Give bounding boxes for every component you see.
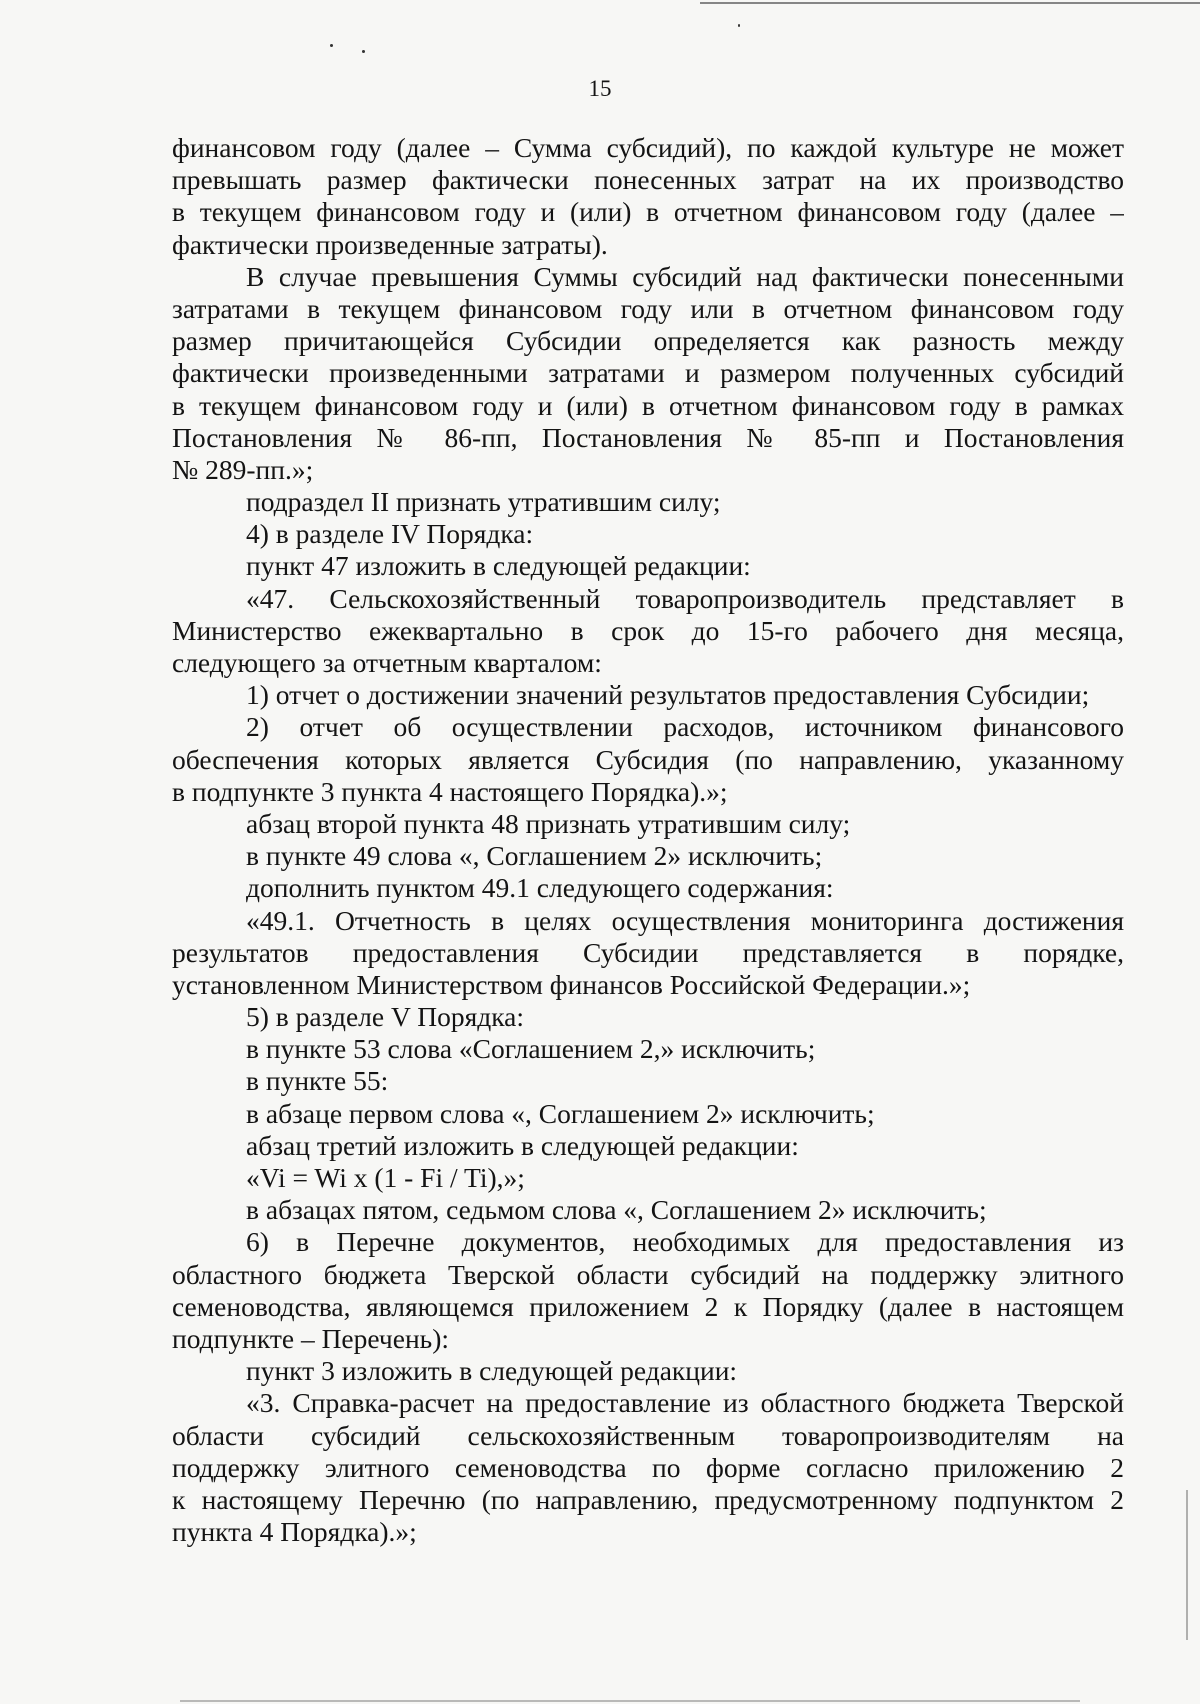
- text-line: установленном Министерством финансов Российской Федерации.»;: [172, 968, 971, 1000]
- text-line: поддержку элитного семеноводства по форме согласно приложению 2: [172, 1451, 1124, 1483]
- text-line: дополнить пунктом 49.1 следующего содержания:: [246, 872, 834, 904]
- text-line: В случае превышения Суммы субсидий над фактически понесенными: [246, 260, 1124, 292]
- text-line: Постановления № 86-пп, Постановления № 85-пп и Постановления: [172, 421, 1124, 453]
- text-line: 1) отчет о достижении значений результатов предоставления Субсидии;: [246, 679, 1090, 711]
- text-line: результатов предоставления Субсидии представляется в порядке,: [172, 936, 1124, 968]
- text-line: следующего за отчетным кварталом:: [172, 647, 602, 678]
- text-line: фактически произведенные затраты).: [172, 228, 608, 260]
- text-line: обеспечения которых является Субсидия (по направлению, указанному: [172, 743, 1124, 775]
- document-body: [172, 132, 1124, 1548]
- scan-speck: [362, 50, 365, 53]
- text-line: семеноводства, являющемся приложением 2 к Порядку (далее в настоящем: [172, 1290, 1124, 1322]
- text-line: в абзаце первом слова «, Соглашением 2» исключить;: [246, 1097, 875, 1129]
- text-line: абзац второй пункта 48 признать утратившим силу;: [246, 807, 851, 839]
- formula-line: «Vi = Wi x (1 - Fi / Ti),»;: [246, 1162, 525, 1193]
- text-line: «47. Сельскохозяйственный товаропроизводитель представляет в: [246, 582, 1124, 614]
- text-line: Министерство ежеквартально в срок до 15-го рабочего дня месяца,: [172, 614, 1124, 646]
- scan-edge-bottom: [180, 1700, 1080, 1702]
- text-line: 2) отчет об осуществлении расходов, источником финансового: [246, 711, 1124, 743]
- scan-edge-right: [1186, 1490, 1188, 1640]
- text-line: пункт 47 изложить в следующей редакции:: [246, 550, 751, 582]
- text-line: в текущем финансовом году и (или) в отчетном финансовом году (далее –: [172, 196, 1124, 228]
- text-line: области субсидий сельскохозяйственным товаропроизводителям на: [172, 1419, 1124, 1451]
- text-line: в пункте 53 слова «Соглашением 2,» исключить;: [246, 1033, 816, 1065]
- page-number: 15: [588, 76, 612, 101]
- text-line: превышать размер фактически понесенных затрат на их производство: [172, 164, 1124, 196]
- text-line: областного бюджета Тверской области субсидий на поддержку элитного: [172, 1258, 1124, 1290]
- text-line: 6) в Перечне документов, необходимых для предоставления из: [246, 1226, 1124, 1258]
- text-line: подраздел II признать утратившим силу;: [246, 486, 721, 518]
- text-line: 5) в разделе V Порядка:: [246, 1001, 524, 1033]
- text-line: к настоящему Перечню (по направлению, предусмотренному подпунктом 2: [172, 1483, 1124, 1515]
- text-line: 4) в разделе IV Порядка:: [246, 518, 534, 550]
- text-line: «3. Справка-расчет на предоставление из областного бюджета Тверской: [246, 1387, 1124, 1419]
- text-line: в пункте 55:: [246, 1065, 389, 1097]
- text-line: пункта 4 Порядка).»;: [172, 1516, 417, 1548]
- text-line: фактически произведенными затратами и размером полученных субсидий: [172, 357, 1124, 389]
- text-line: затратами в текущем финансовом году или в отчетном финансовом году: [172, 292, 1124, 324]
- text-line: подпункте – Перечень):: [172, 1322, 450, 1354]
- text-line: № 289-пп.»;: [172, 453, 314, 485]
- text-line: размер причитающейся Субсидии определяется как разность между: [172, 325, 1124, 357]
- text-line: в подпункте 3 пункта 4 настоящего Порядка).»;: [172, 775, 728, 807]
- text-line: финансовом году (далее – Сумма субсидий), по каждой культуре не может: [172, 132, 1124, 163]
- text-line: в пункте 49 слова «, Соглашением 2» исключить;: [246, 840, 823, 872]
- scan-speck: [738, 24, 740, 27]
- text-line: в текущем финансовом году и (или) в отчетном финансовом году в рамках: [172, 389, 1124, 421]
- text-line: абзац третий изложить в следующей редакции:: [246, 1129, 799, 1161]
- text-line: в абзацах пятом, седьмом слова «, Соглашением 2» исключить;: [246, 1194, 987, 1226]
- text-line: «49.1. Отчетность в целях осуществления мониторинга достижения: [246, 904, 1124, 936]
- scan-speck: [330, 44, 333, 47]
- text-line: пункт 3 изложить в следующей редакции:: [246, 1355, 738, 1387]
- scan-edge-top: [700, 2, 1200, 4]
